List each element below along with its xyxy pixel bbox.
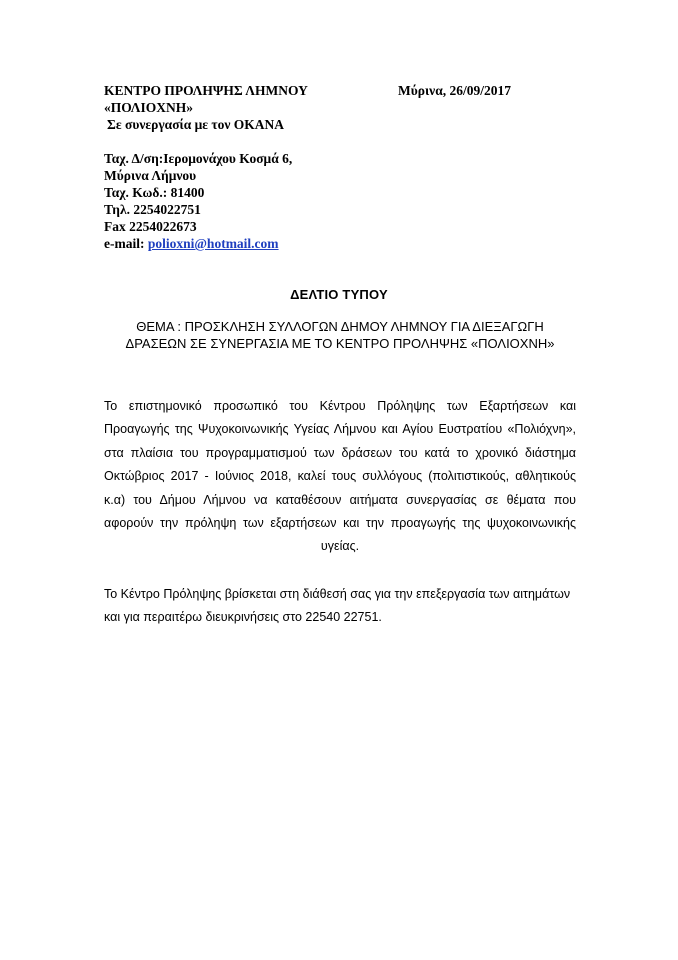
body-paragraph-2 <box>104 583 576 630</box>
paragraph-2-line: Το Κέντρο Πρόληψης βρίσκεται στη διάθεσή σας για την επεξεργασία των αιτημάτων <box>104 587 571 601</box>
paragraph-1-line: αφορούν την πρόληψη των εξαρτήσεων και την προαγωγής της ψυχοκοινωνικής <box>104 516 576 531</box>
subject-line-1: ΘΕΜΑ : ΠΡΟΣΚΛΗΣΗ ΣΥΛΛΟΓΩΝ ΔΗΜΟΥ ΛΗΜΝΟΥ ΓΙΑ ΔΙΕΞΑΓΩΓΗ <box>136 319 544 334</box>
phone-number: Τηλ. 2254022751 <box>104 202 201 217</box>
email-label: e-mail: <box>104 236 148 251</box>
document-title: ΔΕΛΤΙΟ ΤΥΠΟΥ <box>290 287 388 302</box>
organization-nickname: «ΠΟΛΙΟΧΝΗ» <box>104 100 193 115</box>
organization-name: ΚΕΝΤΡΟ ΠΡΟΛΗΨΗΣ ΛΗΜΝΟΥ <box>104 83 308 98</box>
email-row <box>104 235 279 252</box>
paragraph-1-line: κ.α) του Δήμου Λήμνου να καταθέσουν αιτήματα συνεργασίας σε θέματα που <box>104 492 576 507</box>
paragraph-1-line: Οκτώβριος 2017 - Ιούνιος 2018, καλεί τους συλλόγους (πολιτιστικούς, αθλητικούς <box>104 469 576 484</box>
subject-block <box>90 318 590 352</box>
postal-code: Ταχ. Κωδ.: 81400 <box>104 185 205 200</box>
paragraph-2-line: και για περαιτέρω διευκρινήσεις στο 22540 22751. <box>104 610 382 625</box>
place-date: Μύρινα, 26/09/2017 <box>398 83 511 98</box>
subject-line-2: ΔΡΑΣΕΩΝ ΣΕ ΣΥΝΕΡΓΑΣΙΑ ΜΕ ΤΟ ΚΕΝΤΡΟ ΠΡΟΛΗΨΗΣ «ΠΟΛΙΟΧΝΗ» <box>125 336 555 351</box>
paragraph-1-line: Το επιστημονικό προσωπικό του Κέντρου Πρόληψης των Εξαρτήσεων και <box>104 399 576 413</box>
address-line-2: Μύρινα Λήμνου <box>104 168 197 183</box>
address-line-1: Ταχ. Δ/ση:Ιερομονάχου Κοσμά 6, <box>104 151 293 166</box>
fax-number: Fax 2254022673 <box>104 219 197 234</box>
body-paragraph-1 <box>104 395 576 559</box>
paragraph-1-line: Προαγωγής της Ψυχοκοινωνικής Υγείας Λήμνου και Αγίου Ευστρατίου «Πολιόχνη», <box>104 422 576 437</box>
email-link[interactable]: polioxni@hotmail.com <box>147 236 279 251</box>
paragraph-1-line: υγείας. <box>320 539 360 554</box>
partnership-note: Σε συνεργασία με τον ΟΚΑΝΑ <box>107 117 285 132</box>
paragraph-1-line: στα πλαίσια του προγραμματισμού των δράσεων του κατά το χρονικό διάστημα <box>104 445 576 460</box>
